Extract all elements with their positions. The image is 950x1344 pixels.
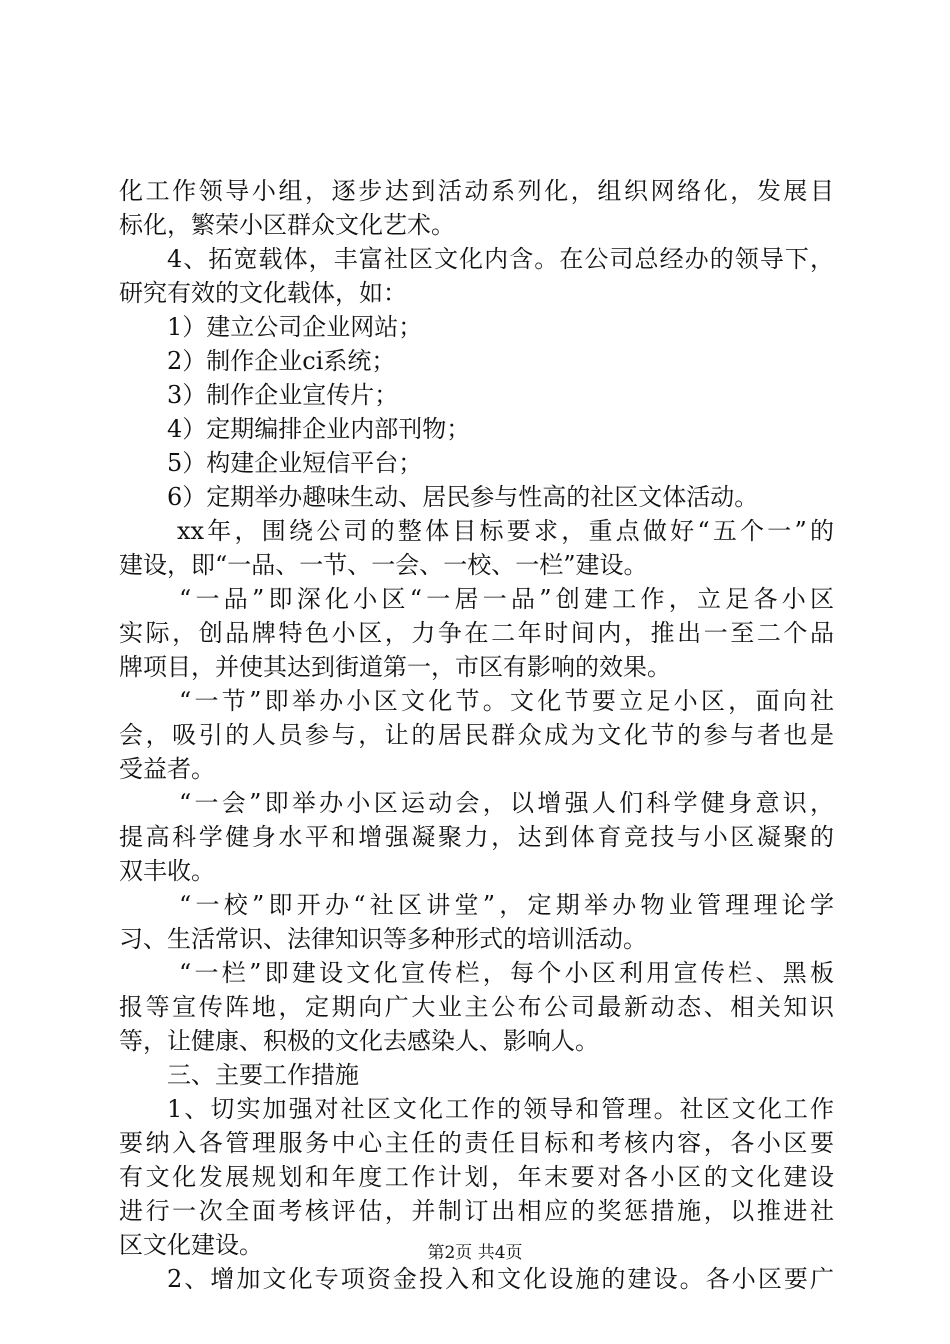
text-line: 受益者。 — [119, 755, 215, 783]
text-line: 1、切实加强对社区文化工作的领导和管理。社区文化工作 — [167, 1095, 834, 1123]
text-line: “一校”即开办“社区讲堂”，定期举办物业管理理论学 — [179, 891, 834, 919]
text-line: 建设，即“一品、一节、一会、一校、一栏”建设。 — [119, 551, 648, 579]
text-line: 化工作领导小组，逐步达到活动系列化，组织网络化，发展目 — [119, 177, 834, 205]
list-item: 6）定期举办趣味生动、居民参与性高的社区文体活动。 — [167, 483, 759, 511]
list-item: 2）制作企业ci系统； — [167, 347, 396, 375]
text-line: 会，吸引的人员参与，让的居民群众成为文化节的参与者也是 — [119, 721, 834, 749]
section-heading: 三、主要工作措施 — [167, 1061, 359, 1089]
text-line: “一栏”即建设文化宣传栏，每个小区利用宣传栏、黑板 — [179, 959, 834, 987]
text-line: 有文化发展规划和年度工作计划，年末要对各小区的文化建设 — [119, 1163, 834, 1191]
list-item: 3）制作企业宣传片； — [167, 381, 399, 409]
text-line: 2、增加文化专项资金投入和文化设施的建设。各小区要广 — [167, 1265, 834, 1293]
list-item: 4）定期编排企业内部刊物； — [167, 415, 471, 443]
text-line: 区文化建设。 — [119, 1231, 263, 1259]
text-line: 实际，创品牌特色小区，力争在二年时间内，推出一至二个品 — [119, 619, 834, 647]
list-item: 5）构建企业短信平台； — [167, 449, 423, 477]
text-line: 双丰收。 — [119, 857, 215, 885]
text-line: 标化，繁荣小区群众文化艺术。 — [119, 211, 455, 239]
text-line: 4、拓宽载体，丰富社区文化内含。在公司总经办的领导下， — [167, 245, 834, 273]
text-line: 要纳入各管理服务中心主任的责任目标和考核内容，各小区要 — [119, 1129, 834, 1157]
document-body — [119, 174, 834, 1296]
text-line: “一会”即举办小区运动会，以增强人们科学健身意识， — [179, 789, 834, 817]
text-line: xx年，围绕公司的整体目标要求，重点做好“五个一”的 — [177, 517, 834, 545]
text-line: 报等宣传阵地，定期向广大业主公布公司最新动态、相关知识 — [119, 993, 834, 1021]
text-line: 研究有效的文化载体，如： — [119, 279, 407, 307]
text-line: 提高科学健身水平和增强凝聚力，达到体育竞技与小区凝聚的 — [119, 823, 834, 851]
list-item: 1）建立公司企业网站； — [167, 313, 423, 341]
text-line: “一节”即举办小区文化节。文化节要立足小区，面向社 — [179, 687, 834, 715]
page-number: 第2页 共4页 — [427, 1243, 523, 1263]
text-line: 牌项目，并使其达到街道第一，市区有影响的效果。 — [119, 653, 671, 681]
text-line: 习、生活常识、法律知识等多种形式的培训活动。 — [119, 925, 647, 953]
text-line: 等，让健康、积极的文化去感染人、影响人。 — [119, 1027, 599, 1055]
text-line: “一品”即深化小区“一居一品”创建工作，立足各小区 — [179, 585, 834, 613]
text-line: 进行一次全面考核评估，并制订出相应的奖惩措施，以推进社 — [119, 1197, 834, 1225]
